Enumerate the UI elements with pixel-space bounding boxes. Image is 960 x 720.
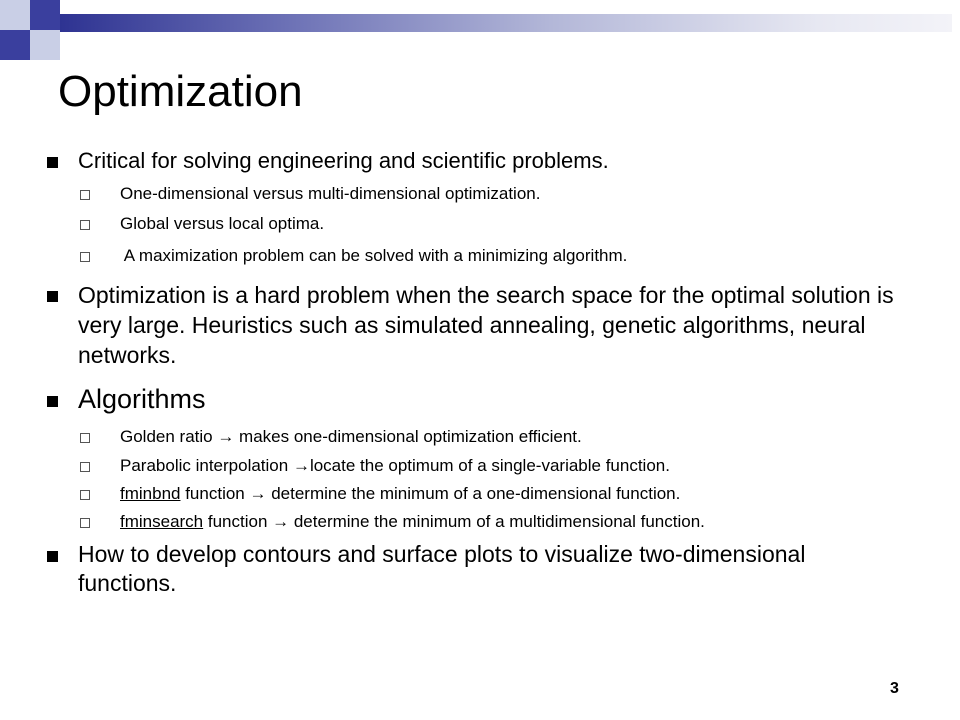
decor-square [0, 0, 30, 30]
bullet-item [42, 540, 922, 598]
sub-bullet-text: Global versus local optima. [120, 214, 325, 233]
sub-bullet-item [78, 425, 918, 449]
bullet-text: How to develop contours and surface plots to visualize two-dimensional functions. [78, 541, 806, 596]
hollow-square-icon [80, 518, 90, 528]
sub-bullet-text: Parabolic interpolation →locate the optimum of a single-variable function. [120, 456, 670, 475]
sub-bullet-item [78, 182, 918, 206]
hollow-square-icon [80, 490, 90, 500]
sub-bullet-text [120, 510, 918, 534]
sub-bullet-item [78, 244, 918, 268]
hollow-square-icon [80, 252, 90, 262]
bullet-item [42, 146, 922, 176]
hollow-square-icon [80, 190, 90, 200]
hollow-square-icon [80, 220, 90, 230]
sub-bullet-item [78, 510, 918, 534]
sub-bullet-item [78, 454, 918, 478]
bullet-item [42, 280, 922, 370]
hollow-square-icon [80, 433, 90, 443]
decor-square [30, 30, 60, 60]
sub-bullet-text: A maximization problem can be solved with a minimizing algorithm. [120, 246, 628, 265]
header-gradient-bar [60, 14, 952, 32]
bullet-square-icon [47, 396, 58, 407]
bullet-square-icon [47, 551, 58, 562]
sub-bullet-text-rest: function → determine the minimum of a multidimensional function. [203, 512, 705, 531]
page-number: 3 [890, 680, 899, 697]
decor-square [30, 0, 60, 30]
fminsearch-link[interactable]: fminsearch [120, 512, 204, 531]
sub-bullet-text [120, 482, 918, 506]
sub-bullet-text: One-dimensional versus multi-dimensional optimization. [120, 184, 541, 203]
bullet-square-icon [47, 157, 58, 168]
fminbnd-link[interactable]: fminbnd [120, 484, 181, 503]
bullet-text: Critical for solving engineering and scientific problems. [78, 148, 609, 173]
slide-title: Optimization [58, 67, 303, 116]
decor-square [0, 30, 30, 60]
sub-bullet-item [78, 212, 918, 236]
sub-bullet-text-rest: function → determine the minimum of a one-dimensional function. [180, 484, 681, 503]
sub-bullet-text: Golden ratio → makes one-dimensional optimization efficient. [120, 427, 582, 446]
bullet-text: Algorithms [78, 384, 206, 414]
sub-bullet-item [78, 482, 918, 506]
hollow-square-icon [80, 462, 90, 472]
bullet-square-icon [47, 291, 58, 302]
bullet-item [42, 382, 922, 416]
bullet-text: Optimization is a hard problem when the search space for the optimal solution is very large. Heuristics such as simulated annealing, genetic algorithms, neural networks. [78, 282, 894, 368]
